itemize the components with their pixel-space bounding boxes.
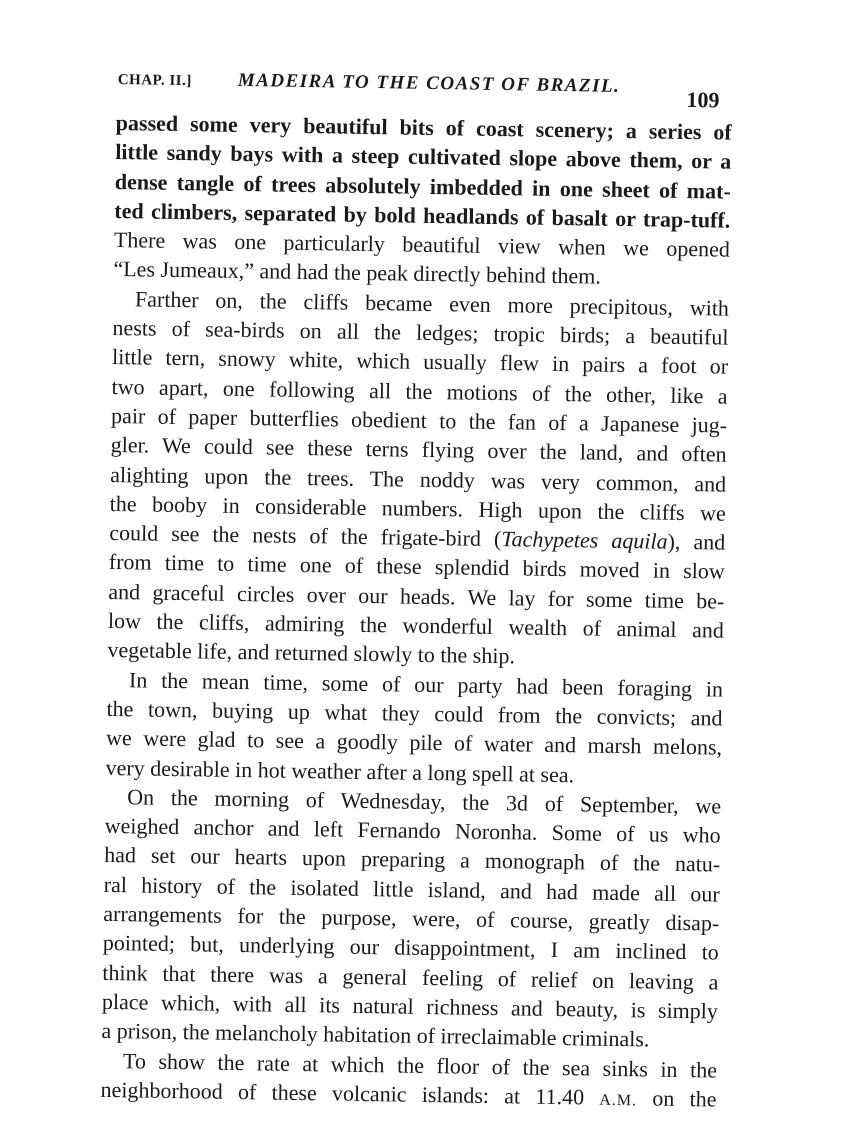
text-line: arrangements for the purpose, were, of course, greatly disap-	[103, 900, 720, 936]
text-line: neighborhood of these volcanic islands: at 11.40 A.M. on the	[100, 1076, 717, 1112]
text-line: a prison, the melancholy habitation of irreclaimable criminals.	[101, 1018, 650, 1052]
text-line: Farther on, the cliffs became even more precipitous, with	[134, 286, 730, 321]
text-line: On the morning of Wednesday, the 3d of September, we	[126, 784, 722, 819]
text-line: gler. We could see these terns flying over the land, and often	[110, 432, 727, 467]
text-line: the booby in considerable numbers. High upon the cliffs we	[109, 490, 726, 526]
text-line: place which, with all its natural richness and beauty, is simply	[101, 988, 719, 1024]
text-line: had set our hearts upon preparing a monograph of the natu-	[104, 842, 721, 878]
text-line: vegetable life, and returned slowly to the ship.	[107, 637, 516, 669]
running-title: MADEIRA TO THE COAST OF BRAZIL.	[237, 69, 621, 97]
text-line: think that there was a general feeling of relief on leaving a	[102, 959, 719, 995]
text-line: from time to time one of these splendid birds moved in slow	[108, 549, 725, 585]
text-line: could see the nests of the frigate-bird (Tachypetes aquila), and	[109, 520, 726, 555]
page-number: 109	[686, 86, 720, 113]
text-line: alighting upon the trees. The noddy was very common, and	[110, 461, 727, 497]
text-line: and graceful circles over our heads. We lay for some time be-	[108, 578, 725, 614]
text-line: low the cliffs, admiring the wonderful wealth of animal and	[107, 607, 725, 643]
text-line: ted climbers, separated by bold headlands of basalt or trap-tuff.	[114, 197, 731, 233]
text-line: To show the rate at which the floor of the sea sinks in the	[122, 1047, 718, 1083]
text-line: passed some very beautiful bits of coast scenery; a series of	[115, 109, 732, 145]
text-line: the town, buying up what they could from the convicts; and	[106, 695, 723, 731]
text-line: There was one particularly beautiful view when we opened	[113, 227, 731, 262]
text-line: nests of sea-birds on all the ledges; tropic birds; a beautiful	[112, 315, 729, 350]
text-line: very desirable in hot weather after a long spell at sea.	[105, 754, 575, 787]
text-line: two apart, one following all the motions of the other, like a	[111, 373, 728, 409]
text-line: In the mean time, some of our party had been foraging in	[128, 666, 724, 702]
text-line: “Les Jumeaux,” and had the peak directly behind them.	[113, 256, 602, 290]
italic-species-name: Tachypetes aquila	[501, 526, 668, 554]
text-line: dense tangle of trees absolutely imbedded in one sheet of mat-	[114, 168, 731, 204]
time-abbreviation: A.M.	[599, 1091, 638, 1110]
text-line: little tern, snowy white, which usually flew in pairs a foot or	[111, 344, 729, 380]
body-text	[100, 108, 732, 1114]
running-head	[117, 66, 721, 111]
text-line: pair of paper butterflies obedient to the fan of a Japanese jug-	[110, 402, 728, 438]
text-line: weighed anchor and left Fernando Noronha. Some of us who	[104, 813, 721, 848]
text-line: we were glad to see a goodly pile of water and marsh melons,	[105, 725, 723, 760]
text-line: little sandy bays with a steep cultivated slope above them, or a	[115, 139, 732, 174]
text-line: ral history of the isolated little island, and had made all our	[103, 871, 720, 907]
text-line: pointed; but, underlying our disappointment, I am inclined to	[102, 930, 720, 965]
chapter-label: CHAP. II.]	[117, 71, 192, 90]
